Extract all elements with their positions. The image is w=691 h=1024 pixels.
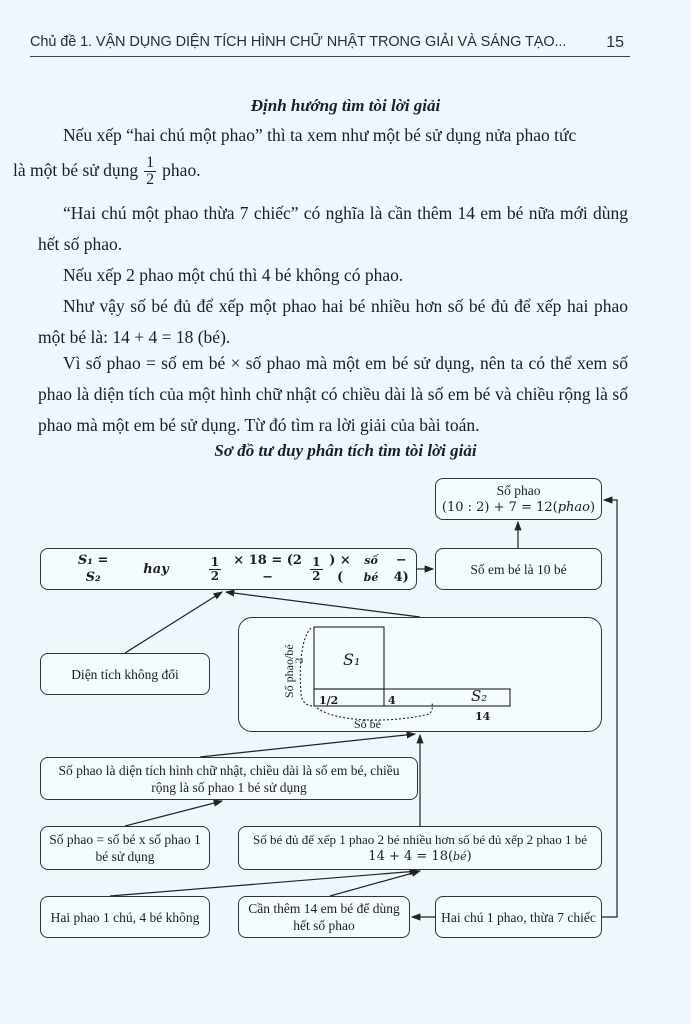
box-area-figure xyxy=(238,617,602,732)
label-fourteen: 14 xyxy=(475,710,491,723)
formula-close: ) xyxy=(466,849,472,864)
label-half: 1/2 xyxy=(319,694,339,707)
frac-den: 2 xyxy=(312,568,321,583)
fraction-denominator: 2 xyxy=(146,171,155,189)
formula-unit: phao xyxy=(557,500,590,515)
y-value-2: 2 xyxy=(293,657,306,664)
box-total-floats xyxy=(435,478,602,520)
paragraph-4: Như vậy số bé đủ để xếp một phao hai bé nhiều hơn số bé đủ để xếp hai phao một bé là: 14 + 4 = 18 (bé). xyxy=(38,296,628,347)
box-need-more-line-2: hết số phao xyxy=(293,918,355,933)
figure-to-formula-arrow xyxy=(226,592,420,617)
box-children-difference-line-1: Số bé đủ để xếp 1 phao 2 bé nhiều hơn số bé đủ xếp 2 phao 1 bé xyxy=(253,832,587,847)
paragraph-1-line-2: là một bé sử dụng xyxy=(13,160,139,180)
label-four: 4 xyxy=(388,694,396,707)
area-to-formula-arrow xyxy=(125,592,222,653)
box-two-floats-one-kid: Hai phao 1 chú, 4 bé không xyxy=(40,896,210,938)
formula-frac-1 xyxy=(209,556,221,583)
paragraph-2: “Hai chú một phao thừa 7 chiếc” có nghĩa là cần thêm 14 em bé nữa mới dùng hết số phao. xyxy=(38,203,628,254)
box-children-difference xyxy=(238,826,602,870)
x-axis-label: Số bé xyxy=(354,717,381,731)
formula-part: (10 : 2) + 7 = 12( xyxy=(441,500,558,515)
formula-right-b: − 4) xyxy=(393,553,409,585)
formula-s1-eq-s2: S₁ = S₂ xyxy=(77,553,109,585)
formula-part: 14 + 4 = 18( xyxy=(368,849,454,864)
paragraph-1-end: phao. xyxy=(162,160,201,180)
feedback-connector xyxy=(602,500,617,917)
box-rectangle-line-2: rộng là số phao 1 bé sử dụng xyxy=(151,779,307,795)
formula-mid: × 18 = (2 − xyxy=(233,553,302,585)
box-floats-product-line-2: bé sử dụng xyxy=(95,849,155,864)
rect-to-figure-arrow xyxy=(200,734,415,757)
formula-children-var: số bé xyxy=(363,554,379,584)
formula-unit: bé xyxy=(453,850,467,863)
formula-hay: hay xyxy=(143,561,169,577)
box-children-count: Số em bé là 10 bé xyxy=(435,548,602,590)
box-two-kids-one-float: Hai chú 1 phao, thừa 7 chiếc xyxy=(435,896,602,938)
formula-close: ) xyxy=(590,500,596,515)
section-title-1: Định hướng tìm tòi lời giải xyxy=(250,96,441,115)
two-floats-to-difference-arrow xyxy=(110,871,418,896)
chapter-title: Chủ đề 1. VẬN DỤNG DIỆN TÍCH HÌNH CHỮ NHẬT TRONG GIẢI VÀ SÁNG TẠO... xyxy=(30,34,567,50)
section-title-2: Sơ đồ tư duy phân tích tìm tòi lời giải xyxy=(214,441,477,460)
frac-num: 1 xyxy=(312,554,321,569)
box-rectangle-line-1: Số phao là diện tích hình chữ nhật, chiều dài là số em bé, chiều xyxy=(58,762,400,778)
formula-right-a: ) × ( xyxy=(329,553,351,585)
box-need-more-children xyxy=(238,896,410,938)
formula-frac-2 xyxy=(310,556,322,583)
y-axis-label: Số phao/bé xyxy=(282,644,296,698)
box-rectangle-meaning xyxy=(40,757,418,800)
label-s2: S₂ xyxy=(471,687,488,705)
box-children-difference-formula xyxy=(368,848,471,865)
product-to-rect-arrow xyxy=(125,801,222,826)
fraction-numerator: 1 xyxy=(146,154,155,172)
paragraph-5: Vì số phao = số em bé × số phao mà một em bé sử dụng, nên ta có thể xem số phao là diện tích của một hình chữ nhật có chiều dài là số em bé và chiều rộng là số phao mà một em bé sử dụng. Từ đó tìm ra lời giải của bài toán. xyxy=(38,353,628,435)
box-floats-product-line-1: Số phao = số bé x số phao 1 xyxy=(49,832,201,847)
box-total-floats-formula xyxy=(442,499,595,516)
box-area-constant: Diện tích không đổi xyxy=(40,653,210,695)
box-floats-product xyxy=(40,826,210,870)
frac-den: 2 xyxy=(210,568,220,583)
frac-num: 1 xyxy=(210,554,220,569)
box-total-floats-label: Số phao xyxy=(496,483,541,498)
paragraph-3: Nếu xếp 2 phao một chú thì 4 bé không có phao. xyxy=(63,265,404,285)
label-s1: S₁ xyxy=(343,650,361,669)
box-area-formula xyxy=(40,548,417,590)
box-need-more-line-1: Cần thêm 14 em bé để dùng xyxy=(248,901,400,916)
dashed-brace-vertical xyxy=(300,628,314,706)
paragraph-1-line-1: Nếu xếp “hai chú một phao” thì ta xem như một bé sử dụng nửa phao tức xyxy=(63,125,577,145)
page-number: 15 xyxy=(606,34,624,51)
